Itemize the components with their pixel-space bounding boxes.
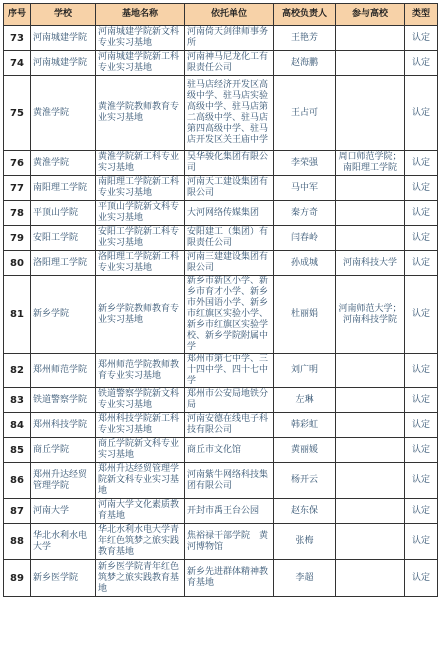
cell-partner [336, 76, 405, 151]
cell-partner [336, 499, 405, 524]
cell-dept: 商丘市文化馆 [185, 438, 274, 463]
cell-head: 杨开云 [274, 463, 336, 499]
cell-base: 南阳理工学院新工科专业实习基地 [96, 176, 185, 201]
cell-no: 77 [4, 176, 31, 201]
cell-head: 孙成城 [274, 251, 336, 276]
cell-partner [336, 26, 405, 51]
cell-head: 黄丽媛 [274, 438, 336, 463]
cell-dept: 郑州市第七中学、三十四中学、四十七中学 [185, 354, 274, 388]
cell-head: 杜丽娟 [274, 276, 336, 354]
cell-dept: 河南天工建设集团有限公司 [185, 176, 274, 201]
cell-head: 左琳 [274, 388, 336, 413]
cell-type: 认定 [405, 251, 438, 276]
header-partner: 参与高校 [336, 4, 405, 26]
cell-dept: 新乡先进群体精神教育基地 [185, 560, 274, 597]
cell-dept: 大河网络传媒集团 [185, 201, 274, 226]
cell-type: 认定 [405, 463, 438, 499]
cell-dept: 河南安德在线电子科技有限公司 [185, 413, 274, 438]
cell-base: 黄淮学院新工科专业实习基地 [96, 151, 185, 176]
cell-no: 81 [4, 276, 31, 354]
cell-no: 84 [4, 413, 31, 438]
cell-dept: 安阳建工（集团）有限责任公司 [185, 226, 274, 251]
cell-dept: 吴华骏化集团有限公司 [185, 151, 274, 176]
cell-dept: 河南神马尼龙化工有限责任公司 [185, 51, 274, 76]
cell-school: 黄淮学院 [31, 151, 96, 176]
table-row [4, 151, 438, 176]
cell-school: 新乡医学院 [31, 560, 96, 597]
cell-base: 华北水利水电大学青年红色筑梦之旅实践教育基地 [96, 524, 185, 560]
cell-head: 赵东保 [274, 499, 336, 524]
table-row [4, 201, 438, 226]
table-row [4, 388, 438, 413]
cell-type: 认定 [405, 276, 438, 354]
cell-partner [336, 524, 405, 560]
table-row [4, 51, 438, 76]
header-school: 学校 [31, 4, 96, 26]
cell-no: 74 [4, 51, 31, 76]
cell-type: 认定 [405, 51, 438, 76]
cell-dept: 河南倚天剑律师事务所 [185, 26, 274, 51]
cell-partner [336, 560, 405, 597]
cell-partner [336, 226, 405, 251]
cell-no: 79 [4, 226, 31, 251]
cell-school: 平顶山学院 [31, 201, 96, 226]
cell-base: 商丘学院新文科专业实习基地 [96, 438, 185, 463]
cell-type: 认定 [405, 176, 438, 201]
table-row [4, 354, 438, 388]
table-row [4, 524, 438, 560]
cell-no: 73 [4, 26, 31, 51]
cell-base: 河南城建学院新文科专业实习基地 [96, 26, 185, 51]
cell-no: 85 [4, 438, 31, 463]
cell-base: 河南城建学院新工科专业实习基地 [96, 51, 185, 76]
table-row [4, 226, 438, 251]
cell-dept: 河南三建建设集团有限公司 [185, 251, 274, 276]
cell-partner [336, 463, 405, 499]
cell-no: 83 [4, 388, 31, 413]
cell-school: 郑州师范学院 [31, 354, 96, 388]
cell-dept: 驻马店经济开发区高级中学、驻马店实验高级中学、驻马店第二高级中学、驻马店第四高级中学、驻马店开发区关王庙中学 [185, 76, 274, 151]
cell-school: 河南城建学院 [31, 26, 96, 51]
cell-base: 洛阳理工学院新工科专业实习基地 [96, 251, 185, 276]
cell-partner [336, 413, 405, 438]
table-row [4, 463, 438, 499]
cell-partner: 河南科技大学 [336, 251, 405, 276]
header-no: 序号 [4, 4, 31, 26]
header-base: 基地名称 [96, 4, 185, 26]
cell-no: 82 [4, 354, 31, 388]
cell-type: 认定 [405, 354, 438, 388]
cell-school: 安阳工学院 [31, 226, 96, 251]
cell-type: 认定 [405, 201, 438, 226]
cell-head: 马中军 [274, 176, 336, 201]
table-row [4, 438, 438, 463]
cell-base: 郑州升达经贸管理学院新文科专业实习基地 [96, 463, 185, 499]
cell-head: 王占可 [274, 76, 336, 151]
table-row [4, 560, 438, 597]
cell-partner [336, 176, 405, 201]
cell-school: 黄淮学院 [31, 76, 96, 151]
cell-partner [336, 354, 405, 388]
cell-no: 75 [4, 76, 31, 151]
cell-base: 黄淮学院教师教育专业实习基地 [96, 76, 185, 151]
cell-type: 认定 [405, 26, 438, 51]
cell-head: 张梅 [274, 524, 336, 560]
cell-school: 新乡学院 [31, 276, 96, 354]
base-list-table [3, 3, 438, 597]
table-row [4, 413, 438, 438]
cell-head: 赵海鹏 [274, 51, 336, 76]
cell-head: 韩彩虹 [274, 413, 336, 438]
cell-partner [336, 201, 405, 226]
cell-no: 86 [4, 463, 31, 499]
cell-school: 河南城建学院 [31, 51, 96, 76]
cell-school: 铁道警察学院 [31, 388, 96, 413]
cell-dept: 郑州市公安局地铁分局 [185, 388, 274, 413]
cell-dept: 河南紫牛网络科技集团有限公司 [185, 463, 274, 499]
cell-base: 河南大学文化素质教育基地 [96, 499, 185, 524]
table-row [4, 276, 438, 354]
cell-no: 88 [4, 524, 31, 560]
cell-type: 认定 [405, 76, 438, 151]
cell-partner: 河南师范大学；河南科技学院 [336, 276, 405, 354]
cell-base: 郑州科技学院新工科专业实习基地 [96, 413, 185, 438]
cell-school: 郑州升达经贸管理学院 [31, 463, 96, 499]
table-row [4, 251, 438, 276]
cell-head: 李荣强 [274, 151, 336, 176]
cell-head: 王艳芳 [274, 26, 336, 51]
cell-partner: 周口师范学院；南阳理工学院 [336, 151, 405, 176]
cell-base: 郑州师范学院教师教育专业实习基地 [96, 354, 185, 388]
cell-dept: 开封市禹王台公园 [185, 499, 274, 524]
cell-school: 河南大学 [31, 499, 96, 524]
cell-type: 认定 [405, 560, 438, 597]
cell-type: 认定 [405, 151, 438, 176]
cell-school: 南阳理工学院 [31, 176, 96, 201]
cell-no: 87 [4, 499, 31, 524]
cell-partner [336, 438, 405, 463]
header-dept: 依托单位 [185, 4, 274, 26]
cell-school: 商丘学院 [31, 438, 96, 463]
cell-school: 洛阳理工学院 [31, 251, 96, 276]
table-row [4, 26, 438, 51]
cell-dept: 新乡市新区小学、新乡市育才小学、新乡市外国语小学、新乡市红旗区实验小学、新乡市红旗区实验学校、新乡学院附属中学 [185, 276, 274, 354]
header-head: 高校负责人 [274, 4, 336, 26]
cell-no: 89 [4, 560, 31, 597]
cell-head: 李超 [274, 560, 336, 597]
cell-type: 认定 [405, 438, 438, 463]
cell-school: 郑州科技学院 [31, 413, 96, 438]
header-type: 类型 [405, 4, 438, 26]
table-row [4, 499, 438, 524]
cell-type: 认定 [405, 499, 438, 524]
header-row [4, 4, 438, 26]
cell-no: 80 [4, 251, 31, 276]
cell-type: 认定 [405, 226, 438, 251]
cell-type: 认定 [405, 413, 438, 438]
cell-base: 新乡医学院青年红色筑梦之旅实践教育基地 [96, 560, 185, 597]
cell-base: 新乡学院教师教育专业实习基地 [96, 276, 185, 354]
cell-type: 认定 [405, 388, 438, 413]
cell-school: 华北水利水电大学 [31, 524, 96, 560]
cell-no: 78 [4, 201, 31, 226]
cell-head: 闫春岭 [274, 226, 336, 251]
cell-type: 认定 [405, 524, 438, 560]
cell-base: 平顶山学院新文科专业实习基地 [96, 201, 185, 226]
cell-head: 秦方奇 [274, 201, 336, 226]
cell-base: 铁道警察学院新文科专业实习基地 [96, 388, 185, 413]
cell-partner [336, 51, 405, 76]
cell-no: 76 [4, 151, 31, 176]
cell-partner [336, 388, 405, 413]
table-row [4, 176, 438, 201]
cell-dept: 焦裕禄干部学院 黄河博物馆 [185, 524, 274, 560]
cell-base: 安阳工学院新工科专业实习基地 [96, 226, 185, 251]
cell-head: 刘广明 [274, 354, 336, 388]
table-row [4, 76, 438, 151]
